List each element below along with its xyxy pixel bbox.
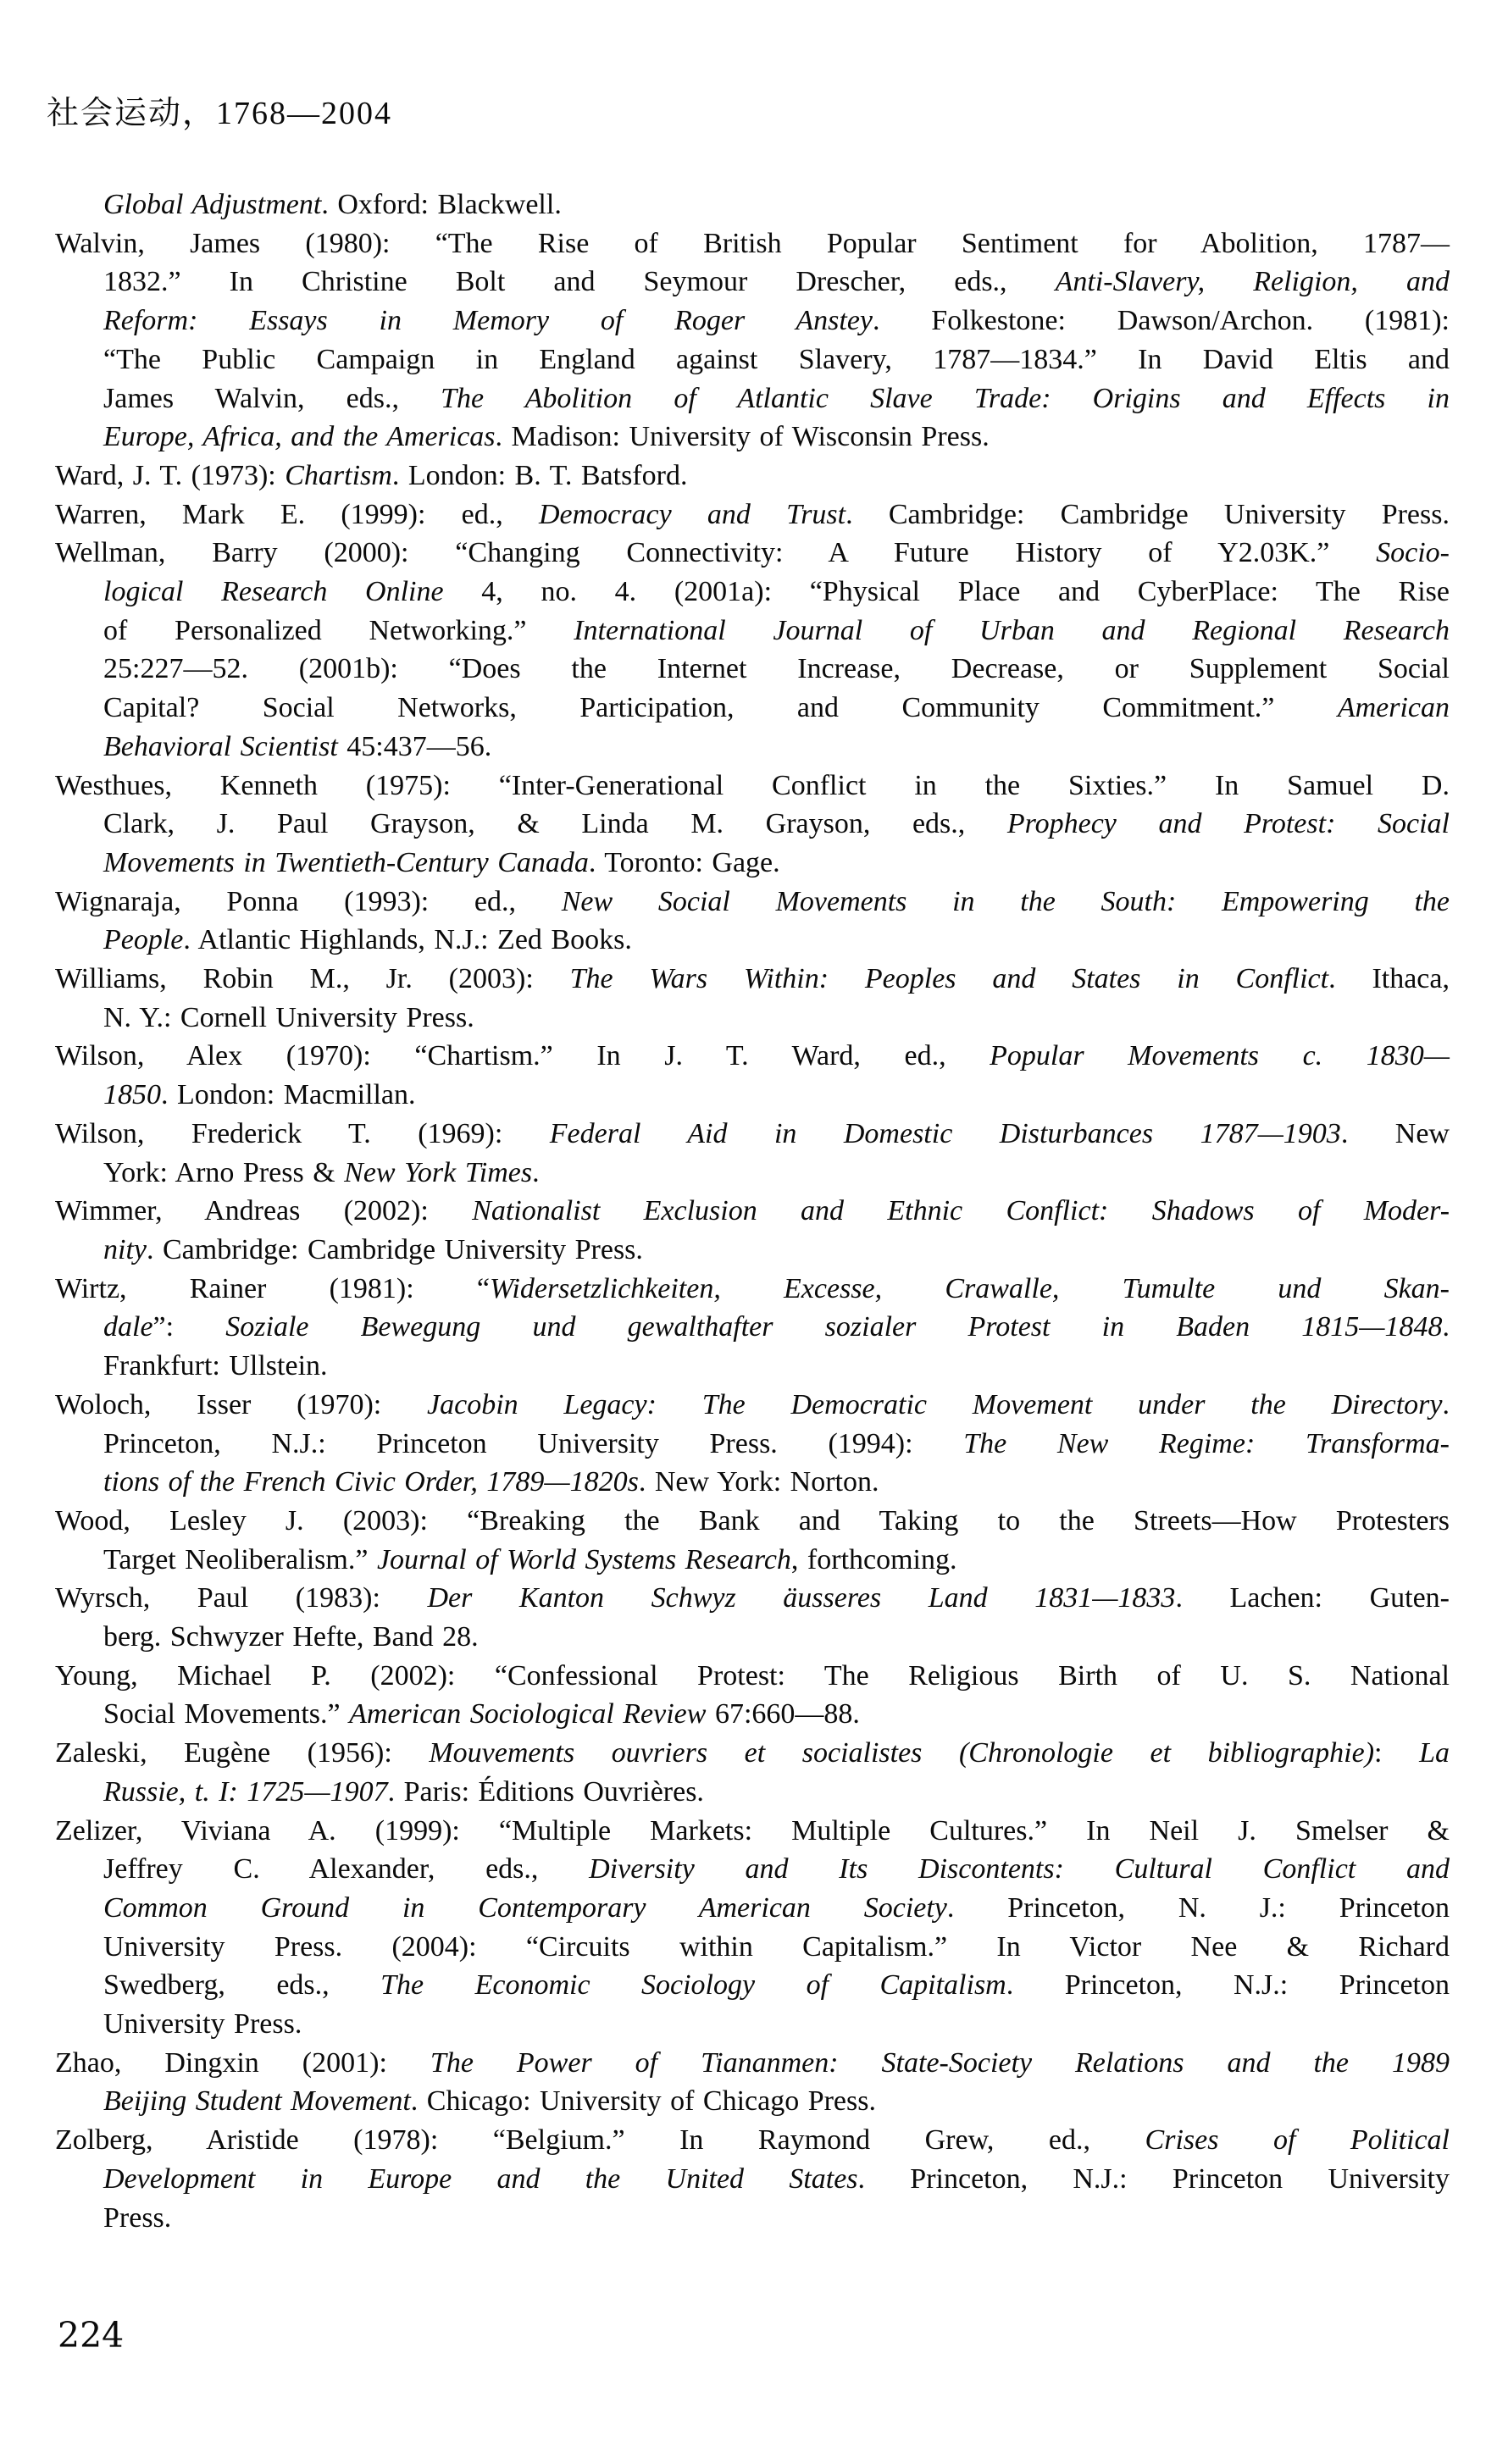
bibliography-line — [55, 1192, 1450, 1231]
bibliography-line — [103, 418, 1450, 457]
text-segment: . Oxford: Blackwell. — [321, 189, 562, 220]
text-segment: Target Neoliberalism.” — [103, 1543, 377, 1575]
title-segment: American — [1337, 692, 1450, 724]
text-segment: University Press. — [103, 2008, 302, 2040]
title-segment: Anti-Slavery, Religion, and — [1055, 266, 1450, 298]
text-segment: Jeffrey C. Alexander, eds., — [103, 1853, 590, 1885]
bibliography-line — [103, 1695, 1450, 1734]
text-segment: Swedberg, eds., — [103, 1969, 381, 2002]
bibliography-line — [103, 263, 1450, 302]
title-segment: Jacobin Legacy: The Democratic Movement under the Directory — [427, 1388, 1443, 1420]
text-segment: York: Arno Press & — [103, 1156, 345, 1188]
title-segment: Journal of World Systems Research — [376, 1543, 791, 1575]
text-segment: . — [532, 1156, 540, 1188]
bibliography-line — [55, 1579, 1450, 1618]
text-segment: . Princeton, N.J.: Princeton University — [857, 2162, 1450, 2195]
bibliography-line — [103, 2005, 1450, 2044]
text-segment: Walvin, James (1980): “The Rise of British Popular Sentiment for Abolition, 1787— — [55, 227, 1450, 259]
bibliography-line — [103, 1308, 1450, 1347]
text-segment: 1832.” In Christine Bolt and Seymour Drescher, eds., — [103, 266, 1056, 298]
title-segment: Nationalist Exclusion and Ethnic Conflict: Shadows of Moder- — [472, 1195, 1450, 1227]
text-segment: . Madison: University of Wisconsin Press. — [495, 421, 990, 453]
bibliography-line — [55, 1270, 1450, 1309]
title-segment: Popular Movements c. 1830— — [990, 1040, 1450, 1072]
title-segment: People — [103, 924, 184, 956]
text-segment: Wirtz, Rainer (1981): “ — [55, 1272, 490, 1304]
text-segment: James Walvin, eds., — [103, 382, 441, 414]
title-segment: logical Research Online — [103, 576, 444, 608]
title-segment: The Economic Sociology of Capitalism — [380, 1969, 1006, 2002]
bibliography-line — [55, 1734, 1450, 1773]
bibliography-line — [55, 883, 1450, 922]
text-segment: Young, Michael P. (2002): “Confessional Protest: The Religious Birth of U. S. National — [55, 1659, 1450, 1692]
text-segment: Wellman, Barry (2000): “Changing Connectivity: A Future History of Y2.03K.” — [55, 537, 1377, 569]
text-segment: Capital? Social Networks, Participation, and Community Commitment.” — [103, 692, 1338, 724]
title-segment: tions of the French Civic Order, 1789—1820s — [103, 1466, 639, 1498]
text-segment: 67:660—88. — [706, 1698, 860, 1730]
title-segment: Development in Europe and the United States — [103, 2162, 858, 2195]
text-segment: : — [1374, 1737, 1420, 1769]
bibliography-line — [103, 1154, 1450, 1193]
bibliography-line — [103, 1850, 1450, 1889]
title-segment: 1850 — [103, 1079, 161, 1111]
title-segment: Chartism — [285, 459, 392, 491]
title-segment: Global Adjustment — [103, 189, 322, 220]
title-segment: Diversity and Its Discontents: Cultural Conflict and — [589, 1853, 1450, 1885]
title-segment: Democracy and Trust — [538, 498, 846, 530]
bibliography-line — [103, 1425, 1450, 1464]
title-segment: New Social Movements in the South: Empowering the — [561, 885, 1450, 917]
text-segment: Ward, J. T. (1973): — [55, 459, 286, 491]
text-segment: . — [1442, 1311, 1450, 1343]
title-segment: The New Regime: Transforma- — [963, 1427, 1450, 1459]
text-segment: 4, no. 4. (2001a): “Physical Place and CyberPlace: The Rise — [443, 576, 1450, 608]
text-segment: Woloch, Isser (1970): — [55, 1388, 428, 1420]
text-segment: Wimmer, Andreas (2002): — [55, 1195, 473, 1227]
bibliography-line — [103, 921, 1450, 960]
text-segment: Princeton, N.J.: Princeton University Press. (1994): — [103, 1427, 964, 1459]
bibliography-line — [103, 650, 1450, 689]
text-segment: ”: — [152, 1311, 226, 1343]
text-segment: Wyrsch, Paul (1983): — [55, 1582, 428, 1614]
title-segment: dale — [103, 1311, 153, 1343]
text-segment: , forthcoming. — [790, 1543, 957, 1575]
bibliography-line — [103, 1541, 1450, 1580]
bibliography-line — [103, 379, 1450, 418]
bibliography-line — [103, 341, 1450, 379]
bibliography-line — [55, 1502, 1450, 1541]
title-segment: Prophecy and Protest: Social — [1006, 808, 1450, 840]
text-segment: Zhao, Dingxin (2001): — [55, 2046, 430, 2079]
bibliography-line — [55, 960, 1450, 999]
title-segment: American Sociological Review — [349, 1698, 707, 1730]
bibliography-line — [55, 2044, 1450, 2083]
title-segment: The Power of Tiananmen: State-Society Relations and the 1989 — [430, 2046, 1450, 2079]
bibliography-line — [103, 1773, 1450, 1812]
title-segment: Soziale Bewegung und gewalthafter sozialer Protest in Baden 1815—1848 — [225, 1311, 1443, 1343]
bibliography-line — [103, 302, 1450, 341]
title-segment: Movements in Twentieth-Century Canada — [103, 846, 589, 878]
text-segment: . Princeton, N.J.: Princeton — [1006, 1969, 1450, 2002]
text-segment: . Ithaca, — [1328, 963, 1450, 995]
bibliography-line — [55, 1657, 1450, 1696]
bibliography-line — [103, 1928, 1450, 1967]
text-segment: “The Public Campaign in England against Slavery, 1787—1834.” In David Eltis and — [103, 343, 1450, 375]
bibliography-line — [103, 728, 1450, 767]
text-segment: 25:227—52. (2001b): “Does the Internet Increase, Decrease, or Supplement Social — [103, 653, 1450, 685]
text-segment: . New York: Norton. — [638, 1466, 879, 1498]
bibliography-line — [103, 2160, 1450, 2199]
text-segment: 45:437—56. — [337, 730, 492, 762]
bibliography-line — [103, 185, 1450, 224]
bibliography-line — [103, 689, 1450, 728]
text-segment: Wood, Lesley J. (2003): “Breaking the Bank and Taking to the Streets—How Protesters — [55, 1504, 1450, 1537]
bibliography-line — [103, 1463, 1450, 1502]
text-segment: Frankfurt: Ullstein. — [103, 1350, 328, 1382]
bibliography-line — [103, 573, 1450, 612]
bibliography-line — [103, 1889, 1450, 1928]
title-segment: Crises of Political — [1145, 2124, 1450, 2157]
bibliography-line — [103, 844, 1450, 883]
text-segment: Zolberg, Aristide (1978): “Belgium.” In Raymond Grew, ed., — [55, 2124, 1145, 2157]
text-segment: Wilson, Frederick T. (1969): — [55, 1117, 550, 1149]
bibliography-line — [103, 1231, 1450, 1270]
running-header: 社会运动，1768—2004 — [47, 96, 393, 131]
bibliography-line — [55, 767, 1450, 806]
title-segment: Beijing Student Movement — [103, 2085, 411, 2118]
page-number: 224 — [58, 2315, 125, 2356]
text-segment: . — [1442, 1388, 1450, 1420]
title-segment: Russie, t. I: 1725—1907 — [103, 1775, 388, 1808]
bibliography-line — [55, 457, 1450, 496]
title-segment: Behavioral Scientist — [103, 730, 338, 762]
bibliography-line — [103, 1076, 1450, 1115]
text-segment: . New — [1340, 1117, 1450, 1149]
bibliography-line — [55, 534, 1450, 573]
title-segment: Mouvements ouvriers et socialistes (Chronologie et bibliographie) — [429, 1737, 1375, 1769]
bibliography-line — [103, 2199, 1450, 2238]
title-segment: Widersetzlichkeiten, Excesse, Crawalle, Tumulte und Skan- — [489, 1272, 1450, 1304]
bibliography-line — [55, 1386, 1450, 1425]
text-segment: . Cambridge: Cambridge University Press. — [845, 498, 1450, 530]
text-segment: . Toronto: Gage. — [588, 846, 780, 878]
title-segment: Der Kanton Schwyz äusseres Land 1831—1833 — [427, 1582, 1176, 1614]
title-segment: The Wars Within: Peoples and States in Conflict — [569, 963, 1329, 995]
bibliography — [55, 185, 1450, 2237]
text-segment: . Atlantic Highlands, N.J.: Zed Books. — [183, 924, 632, 956]
bibliography-line — [55, 1812, 1450, 1851]
text-segment: Westhues, Kenneth (1975): “Inter-Generational Conflict in the Sixties.” In Samuel D. — [55, 769, 1450, 801]
bibliography-line — [103, 2082, 1450, 2121]
bibliography-line — [55, 1037, 1450, 1076]
title-segment: Reform: Essays in Memory of Roger Anstey — [103, 305, 873, 337]
title-segment: The Abolition of Atlantic Slave Trade: Origins and Effects in — [441, 382, 1450, 414]
text-segment: Warren, Mark E. (1999): ed., — [55, 498, 539, 530]
text-segment: . Cambridge: Cambridge University Press. — [146, 1233, 643, 1265]
text-segment: University Press. (2004): “Circuits within Capitalism.” In Victor Nee & Richard — [103, 1930, 1450, 1963]
text-segment: Zelizer, Viviana A. (1999): “Multiple Markets: Multiple Cultures.” In Neil J. Smelser & — [55, 1814, 1450, 1847]
text-segment: . London: B. T. Batsford. — [391, 459, 688, 491]
bibliography-line — [103, 612, 1450, 651]
title-segment: Federal Aid in Domestic Disturbances 1787—1903 — [549, 1117, 1341, 1149]
text-segment: Wignaraja, Ponna (1993): ed., — [55, 885, 562, 917]
text-segment: of Personalized Networking.” — [103, 614, 574, 646]
text-segment: Zaleski, Eugène (1956): — [55, 1737, 430, 1769]
bibliography-line — [103, 805, 1450, 844]
bibliography-line — [55, 2121, 1450, 2160]
title-segment: Common Ground in Contemporary American Society — [103, 1891, 947, 1924]
title-segment: Socio- — [1376, 537, 1450, 569]
bibliography-line — [55, 1115, 1450, 1154]
text-segment: Social Movements.” — [103, 1698, 350, 1730]
title-segment: New York Times — [344, 1156, 533, 1188]
text-segment: Clark, J. Paul Grayson, & Linda M. Grayson, eds., — [103, 808, 1007, 840]
title-segment: Europe, Africa, and the Americas — [103, 421, 496, 453]
title-segment: International Journal of Urban and Regional Research — [574, 614, 1450, 646]
text-segment: Williams, Robin M., Jr. (2003): — [55, 963, 570, 995]
text-segment: . Princeton, N. J.: Princeton — [946, 1891, 1450, 1924]
title-segment: nity — [103, 1233, 147, 1265]
text-segment: . Paris: Éditions Ouvrières. — [387, 1775, 704, 1808]
text-segment: Wilson, Alex (1970): “Chartism.” In J. T. Ward, ed., — [55, 1040, 990, 1072]
bibliography-line — [103, 1966, 1450, 2005]
title-segment: La — [1419, 1737, 1450, 1769]
text-segment: N. Y.: Cornell University Press. — [103, 1001, 474, 1033]
text-segment: . London: Macmillan. — [161, 1079, 416, 1111]
text-segment: . Chicago: University of Chicago Press. — [410, 2085, 876, 2118]
bibliography-line — [55, 224, 1450, 263]
text-segment: berg. Schwyzer Hefte, Band 28. — [103, 1621, 479, 1653]
text-segment: . Folkestone: Dawson/Archon. (1981): — [873, 305, 1450, 337]
bibliography-line — [103, 1347, 1450, 1386]
bibliography-line — [103, 999, 1450, 1038]
bibliography-line — [55, 496, 1450, 534]
text-segment: Press. — [103, 2201, 172, 2234]
text-segment: . Lachen: Guten- — [1175, 1582, 1450, 1614]
bibliography-line — [103, 1618, 1450, 1657]
